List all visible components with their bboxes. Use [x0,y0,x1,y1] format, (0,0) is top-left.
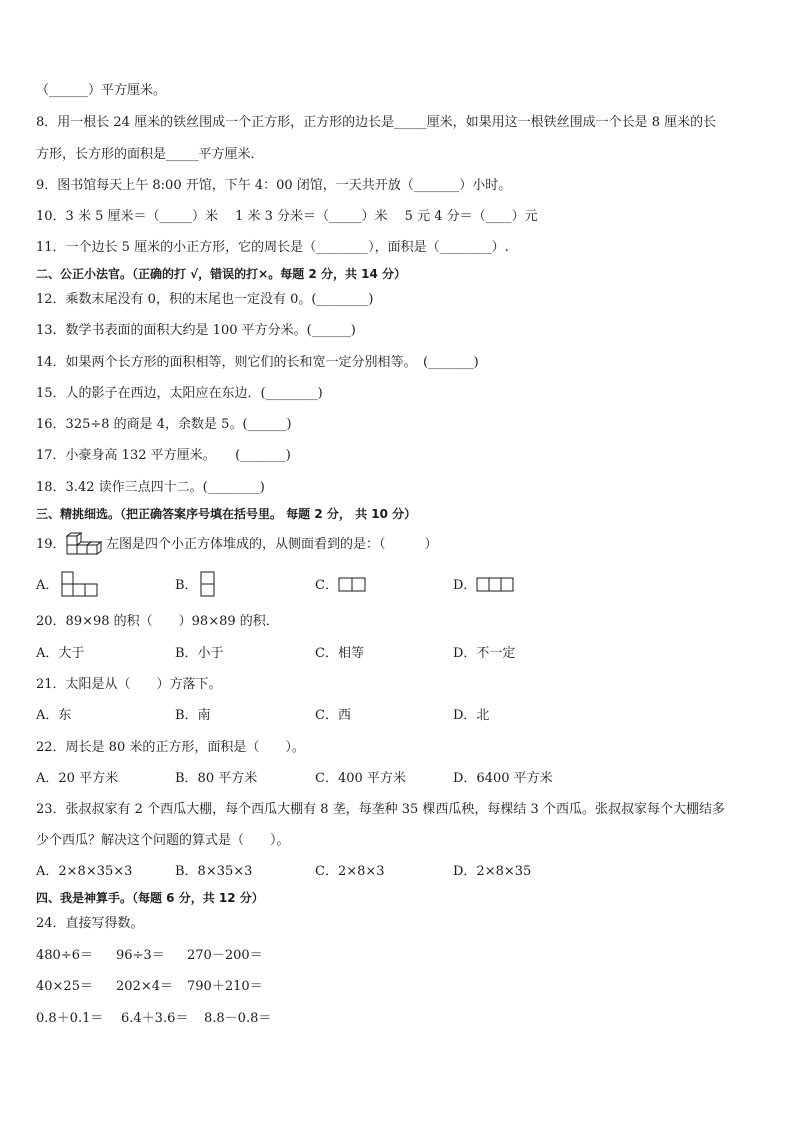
q23-option-d: D．2×8×35 [453,864,532,879]
q18: 18．3.42 读作三点四十二。(________) [36,480,265,495]
q12: 12．乘数末尾没有 0，积的末尾也一定没有 0。(________) [36,292,374,307]
q23-option-c: C．2×8×3 [315,864,385,879]
q11: 11．一个边长 5 厘米的小正方形，它的周长是（________），面积是（________）. [36,240,509,255]
q19-option-c-label: C． [315,578,338,593]
section-4-heading: 四、我是神算手。（每题 6 分，共 12 分） [36,891,264,905]
q21: 21．太阳是从（ ）方落下。 [36,677,222,692]
q23-option-a: A．2×8×35×3 [36,864,133,879]
q19-option-a-figure [61,571,99,597]
q22-option-a: A．20 平方米 [36,771,119,786]
q15: 15．人的影子在西边，太阳应在东边．(________) [36,386,323,401]
q20-option-b: B．小于 [175,646,224,661]
section-3-heading: 三、精挑细选。（把正确答案序号填在括号里。 每题 2 分， 共 10 分） [36,507,417,521]
q21-option-d: D．北 [453,708,490,723]
calc-item: 270－200＝ [187,948,263,963]
q16: 16．325÷8 的商是 4，余数是 5。(______) [36,417,292,432]
q19-option-a-label: A． [36,578,59,593]
q20-option-a: A．大于 [36,646,85,661]
q13: 13．数学书表面的面积大约是 100 平方分米。(______) [36,323,356,338]
calc-item: 202×4＝ [116,979,173,994]
q20-option-c: C．相等 [315,646,364,661]
q17: 17．小豪身高 132 平方厘米。 (_______) [36,448,291,463]
q19-stacked-cubes-figure [64,532,106,556]
q24: 24．直接写得数。 [36,916,144,931]
q7-answer-line: （______）平方厘米。 [36,83,167,98]
q19-option-c-figure [338,577,368,593]
q19-option-b-label: B． [175,578,198,593]
q21-option-a: A．东 [36,708,72,723]
calc-item: 6.4＋3.6＝ [121,1011,189,1026]
q19-option-d-figure [476,577,518,593]
q19-option-b-figure [200,571,216,599]
q19-option-d-label: D． [453,578,477,593]
calc-item: 0.8＋0.1＝ [36,1011,104,1026]
q14: 14．如果两个长方形的面积相等，则它们的长和宽一定分别相等。 (_______) [36,355,479,370]
q19-number: 19． [36,537,66,552]
q19-text: 左图是四个小正方体堆成的，从侧面看到的是：（ ） [106,537,438,552]
calc-item: 96÷3＝ [116,948,165,963]
q8-line-1: 8．用一根长 24 厘米的铁丝围成一个正方形，正方形的边长是_____厘米，如果用这一根铁丝围成一个长是 8 厘米的长 [36,115,717,130]
q22-option-d: D．6400 平方米 [453,771,553,786]
q22-option-b: B．80 平方米 [175,771,258,786]
q21-option-c: C．西 [315,708,351,723]
q23-line-2: 少个西瓜？解决这个问题的算式是（ ）。 [36,833,290,848]
q23-line-1: 23．张叔叔家有 2 个西瓜大棚，每个西瓜大棚有 8 垄，每垄种 35 棵西瓜秧，每棵结 3 个西瓜。张叔叔家每个大棚结多 [36,802,725,817]
q22: 22．周长是 80 米的正方形，面积是（ ）。 [36,740,305,755]
calc-item: 480÷6＝ [36,948,93,963]
q22-option-c: C．400 平方米 [315,771,406,786]
q9: 9．图书馆每天上午 8:00 开馆，下午 4：00 闭馆，一天共开放（_______）小时。 [36,178,512,193]
q23-option-b: B．8×35×3 [175,864,253,879]
q20: 20．89×98 的积（ ）98×89 的积． [36,614,279,629]
calc-item: 790＋210＝ [187,979,263,994]
q20-option-d: D．不一定 [453,646,516,661]
section-2-heading: 二、公正小法官。（正确的打 √，错误的打×。每题 2 分，共 14 分） [36,267,406,281]
calc-item: 8.8－0.8＝ [204,1011,272,1026]
q8-line-2: 方形，长方形的面积是_____平方厘米． [36,147,264,162]
calc-item: 40×25＝ [36,979,93,994]
q10: 10．3 米 5 厘米＝（_____）米 1 米 3 分米＝（_____）米 5 元 4 分＝（____）元 [36,209,538,224]
q21-option-b: B．南 [175,708,211,723]
